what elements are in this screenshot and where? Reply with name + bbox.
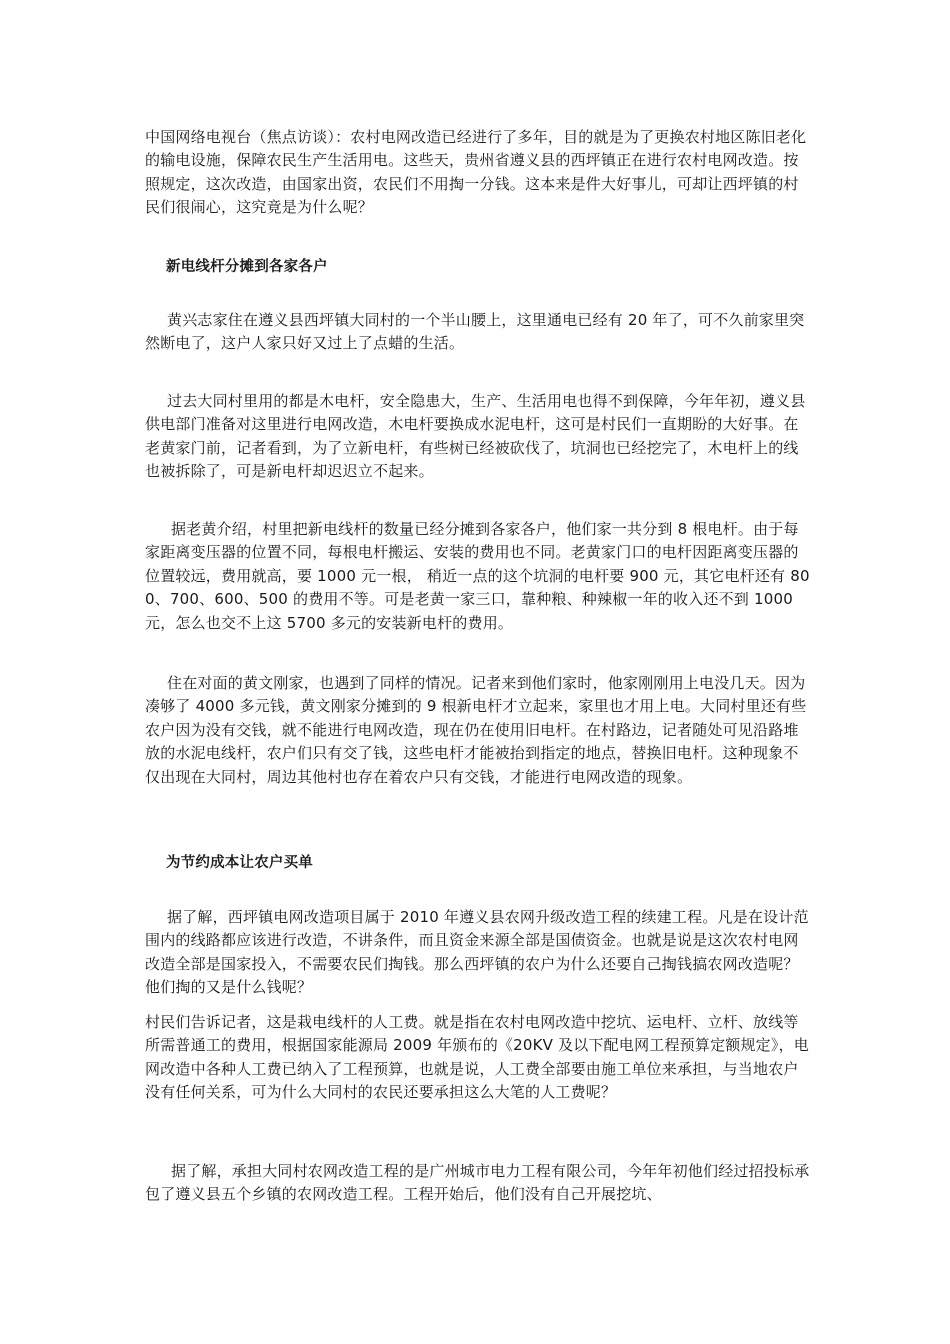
paragraph-4: 住在对面的黄文刚家，也遇到了同样的情况。记者来到他们家时，他家刚刚用上电没几天。因为凑够了 4000 多元钱，黄文刚家分摊到的 9 根新电杆才立起来，家里也才用上电。大同村里还有些农户因为没有交钱，就不能进行电网改造，现在仍在使用旧电杆。在村路边，记者随处可见沿路堆放的水泥电线杆，农户们只有交了钱，这些电杆才能被抬到指定的地点，替换旧电杆。这种现象不仅出现在大同村，周边其他村也存在着农户只有交钱，才能进行电网改造的现象。 (145, 674, 807, 786)
paragraph-6: 村民们告诉记者，这是栽电线杆的人工费。就是指在农村电网改造中挖坑、运电杆、立杆、放线等所需普通工的费用，根据国家能源局 2009 年颁布的《20KV 及以下配电网工程预算定额规定》，电网改造中各种人工费已纳入了工程预算，也就是说，人工费全部要由施工单位来承担，与当地农户没有任何关系，可为什么大同村的农民还要承担这么大笔的人工费呢？ (145, 1013, 809, 1102)
paragraph-7: 据了解，承担大同村农网改造工程的是广州城市电力工程有限公司，今年年初他们经过招投标承包了遵义县五个乡镇的农网改造工程。工程开始后，他们没有自己开展挖坑、 (145, 1162, 810, 1204)
paragraph-2: 过去大同村里用的都是木电杆，安全隐患大，生产、生活用电也得不到保障，今年年初，遵义县供电部门准备对这里进行电网改造，木电杆要换成水泥电杆，这可是村民们一直期盼的大好事。在老黄家门前，记者看到，为了立新电杆，有些树已经被砍伐了，坑洞也已经挖完了，木电杆上的线也被拆除了，可是新电杆却迟迟立不起来。 (145, 392, 806, 481)
paragraph-3: 据老黄介绍，村里把新电线杆的数量已经分摊到各家各户，他们家一共分到 8 根电杆。由于每家距离变压器的位置不同，每根电杆搬运、安装的费用也不同。老黄家门口的电杆因距离变压器的位置较远，费用就高，要 1000 元一根， 稍近一点的这个坑洞的电杆要 900 元，其它电杆还有 800、700、600、500 的费用不等。可是老黄一家三口，靠种粮、种辣椒一年的收入还不到 1000 元，怎么也交不上这 5700 多元的安装新电杆的费用。 (145, 520, 810, 632)
paragraph-1: 黄兴志家住在遵义县西坪镇大同村的一个半山腰上，这里通电已经有 20 年了，可不久前家里突然断电了，这户人家只好又过上了点蜡的生活。 (145, 311, 805, 353)
intro-paragraph: 中国网络电视台（焦点访谈）：农村电网改造已经进行了多年，目的就是为了更换农村地区陈旧老化的输电设施，保障农民生产生活用电。这些天，贵州省遵义县的西坪镇正在进行农村电网改造。按照规定，这次改造，由国家出资，农民们不用掏一分钱。这本来是件大好事儿，可却让西坪镇的村民们很闹心，这究竟是为什么呢？ (145, 128, 807, 217)
paragraph-5: 据了解，西坪镇电网改造项目属于 2010 年遵义县农网升级改造工程的续建工程。凡是在设计范围内的线路都应该进行改造，不讲条件，而且资金来源全部是国债资金。也就是说是这次农村电网改造全部是国家投入，不需要农民们掏钱。那么西坪镇的农户为什么还要自己掏钱搞农网改造呢？他们掏的又是什么钱呢？ (145, 908, 809, 997)
section-heading-2: 为节约成本让农户买单 (166, 855, 313, 871)
section-heading-1: 新电线杆分摊到各家各户 (166, 259, 328, 275)
